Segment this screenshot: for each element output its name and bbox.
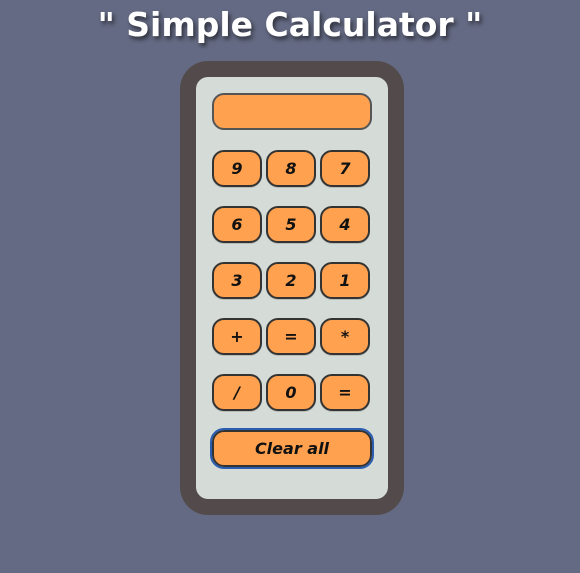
divide-button[interactable]: / <box>212 374 262 411</box>
calculator-frame <box>180 61 404 515</box>
key-0-button[interactable]: 0 <box>266 374 316 411</box>
key-4-button[interactable]: 4 <box>320 206 370 243</box>
clear-all-button[interactable]: Clear all <box>212 430 372 467</box>
key-1-button[interactable]: 1 <box>320 262 370 299</box>
display-input[interactable] <box>212 93 372 130</box>
multiply-button[interactable]: * <box>320 318 370 355</box>
key-8-button[interactable]: 8 <box>266 150 316 187</box>
key-6-button[interactable]: 6 <box>212 206 262 243</box>
key-7-button[interactable]: 7 <box>320 150 370 187</box>
key-9-button[interactable]: 9 <box>212 150 262 187</box>
equals-button[interactable]: = <box>266 318 316 355</box>
calculator-panel <box>196 77 388 499</box>
equals-button-secondary[interactable]: = <box>320 374 370 411</box>
key-2-button[interactable]: 2 <box>266 262 316 299</box>
key-5-button[interactable]: 5 <box>266 206 316 243</box>
key-3-button[interactable]: 3 <box>212 262 262 299</box>
plus-button[interactable]: + <box>212 318 262 355</box>
page-title: " Simple Calculator " <box>97 5 483 44</box>
